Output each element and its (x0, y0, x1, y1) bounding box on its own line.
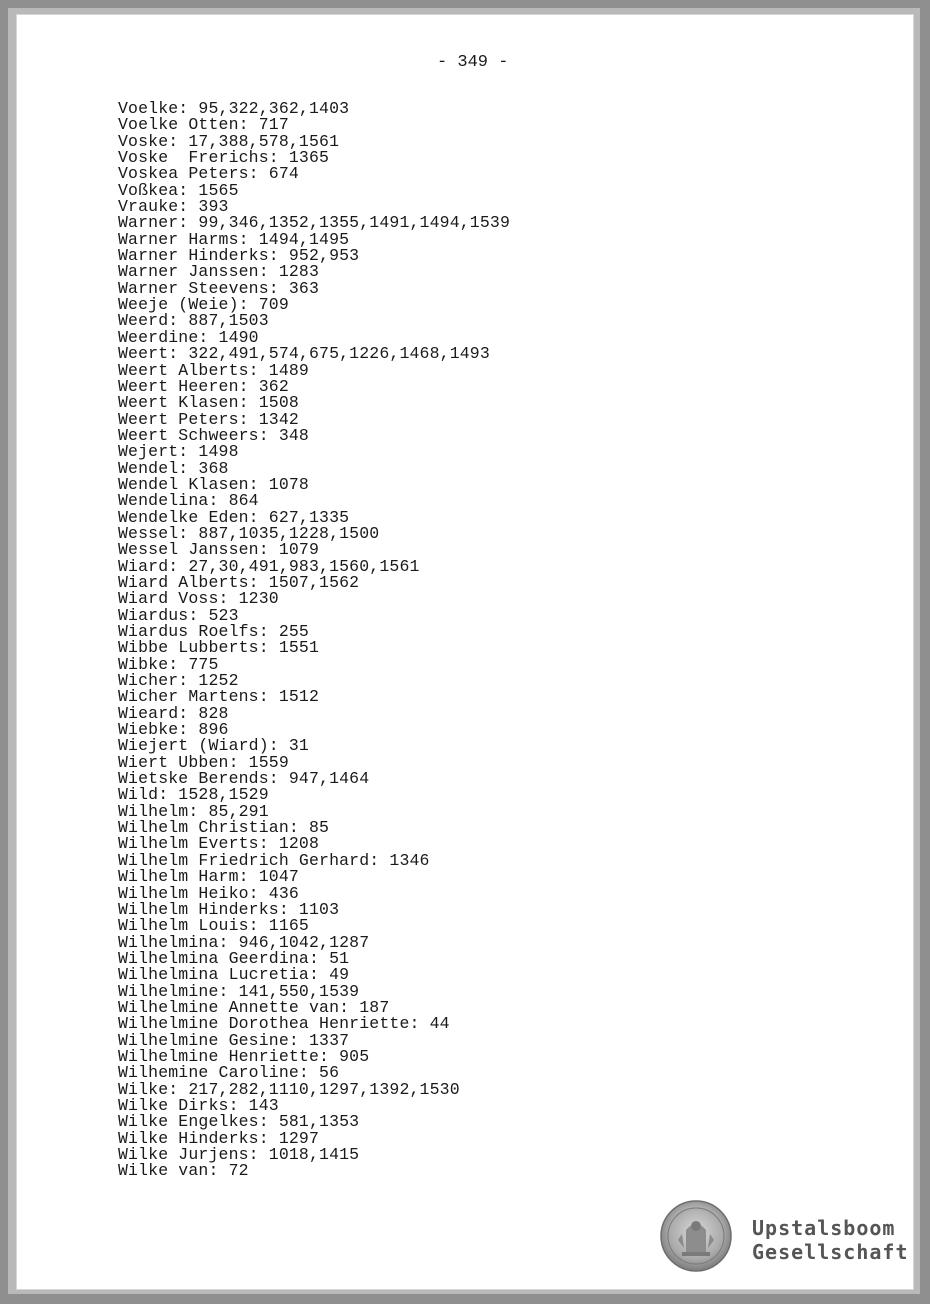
society-wordmark (752, 1216, 909, 1264)
index-entry: Wibbe Lubberts: 1551 (118, 638, 320, 658)
index-entry: Wendelina: 864 (118, 491, 259, 511)
index-entry: Wilhelmine: 141,550,1539 (118, 981, 360, 1001)
index-entry: Warner Harms: 1494,1495 (118, 229, 350, 249)
index-entry: Wieard: 828 (118, 703, 229, 723)
index-entry: Wiert Ubben: 1559 (118, 752, 289, 772)
index-entry: Warner: 99,346,1352,1355,1491,1494,1539 (118, 213, 511, 233)
index-entry: Wilhelm Everts: 1208 (118, 834, 320, 854)
index-entry: Wilhelm Hinderks: 1103 (118, 899, 340, 919)
index-entry: Warner Hinderks: 952,953 (118, 246, 360, 266)
society-seal-icon (660, 1200, 732, 1272)
index-entry: Wiard: 27,30,491,983,1560,1561 (118, 556, 420, 576)
index-entry: Voßkea: 1565 (118, 180, 239, 200)
index-entry: Wicher: 1252 (118, 671, 239, 691)
index-entry: Weert Peters: 1342 (118, 409, 299, 429)
index-entry: Voskea Peters: 674 (118, 164, 299, 184)
index-entry: Weert: 322,491,574,675,1226,1468,1493 (118, 344, 490, 364)
index-entry: Wilhelmine Dorothea Henriette: 44 (118, 1014, 450, 1034)
index-entry: Wiardus: 523 (118, 605, 239, 625)
index-entry: Wilhelmine Annette van: 187 (118, 997, 390, 1017)
index-entry: Wendel: 368 (118, 458, 229, 478)
index-entry: Wessel: 887,1035,1228,1500 (118, 523, 380, 543)
index-entry: Wendel Klasen: 1078 (118, 474, 309, 494)
index-entry: Wilhelm Harm: 1047 (118, 867, 299, 887)
index-entry: Voelke: 95,322,362,1403 (118, 99, 350, 118)
index-entry: Wilke Dirks: 143 (118, 1095, 279, 1115)
index-entry: Wilhelmina Geerdina: 51 (118, 948, 350, 968)
index-entry: Wejert: 1498 (118, 442, 239, 462)
index-entry: Wibke: 775 (118, 654, 219, 674)
index-entry: Wiard Voss: 1230 (118, 589, 279, 609)
index-entry: Wilke: 217,282,1110,1297,1392,1530 (118, 1079, 460, 1099)
index-entry: Weerdine: 1490 (118, 327, 259, 347)
index-entry: Wilhelmine Henriette: 905 (118, 1046, 370, 1066)
index-entry: Wilhelm Heiko: 436 (118, 883, 299, 903)
index-entry: Weert Alberts: 1489 (118, 360, 309, 380)
index-entry: Weeje (Weie): 709 (118, 295, 289, 315)
index-entry: Wietske Berends: 947,1464 (118, 769, 370, 789)
index-entry: Wilhelm Friedrich Gerhard: 1346 (118, 850, 430, 870)
index-entry: Wilke Engelkes: 581,1353 (118, 1112, 360, 1132)
index-entry: Wendelke Eden: 627,1335 (118, 507, 350, 527)
index-entry: Voelke Otten: 717 (118, 115, 289, 135)
index-entry: Weert Heeren: 362 (118, 376, 289, 396)
index-entry: Wild: 1528,1529 (118, 785, 269, 805)
wordmark-line-1: Upstalsboom (752, 1216, 896, 1240)
index-entry: Wilhemine Caroline: 56 (118, 1063, 340, 1083)
index-entry: Wiebke: 896 (118, 720, 229, 740)
index-entry: Weert Schweers: 348 (118, 425, 309, 445)
page-number: - 349 - (437, 53, 509, 72)
index-entry: Weerd: 887,1503 (118, 311, 269, 331)
name-index-list (118, 101, 510, 1180)
index-entry: Wiardus Roelfs: 255 (118, 622, 309, 641)
index-entry: Wilke Jurjens: 1018,1415 (118, 1145, 360, 1164)
index-entry: Wilhelmina: 946,1042,1287 (118, 932, 370, 952)
index-entry: Wilhelm Christian: 85 (118, 818, 330, 838)
index-entry: Voske Frerichs: 1365 (118, 148, 330, 168)
index-entry: Wiard Alberts: 1507,1562 (118, 572, 360, 592)
index-entry: Voske: 17,388,578,1561 (118, 131, 340, 151)
index-entry: Wicher Martens: 1512 (118, 687, 320, 707)
index-entry: Wessel Janssen: 1079 (118, 540, 320, 560)
index-entry: Wilhelm: 85,291 (118, 801, 269, 821)
wordmark-line-2: Gesellschaft (752, 1240, 909, 1264)
index-entry: Wilhelmina Lucretia: 49 (118, 965, 350, 985)
index-entry: Warner Janssen: 1283 (118, 262, 320, 282)
index-entry: Wilke Hinderks: 1297 (118, 1128, 320, 1148)
index-entry: Weert Klasen: 1508 (118, 393, 299, 413)
index-entry: Warner Steevens: 363 (118, 278, 320, 298)
index-entry: Wiejert (Wiard): 31 (118, 736, 309, 756)
index-entry: Vrauke: 393 (118, 197, 229, 217)
index-entry: Wilhelm Louis: 1165 (118, 916, 309, 936)
index-entry: Wilhelmine Gesine: 1337 (118, 1030, 350, 1050)
index-entry: Wilke van: 72 (118, 1161, 249, 1181)
